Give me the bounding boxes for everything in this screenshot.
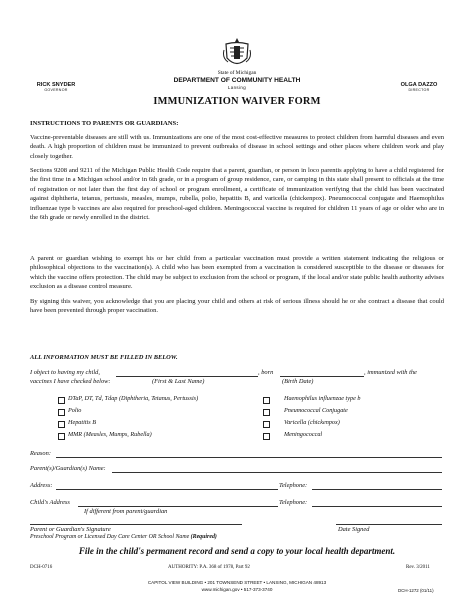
vaccine-meningococcal-label: Meningococcal: [284, 431, 323, 438]
childs-address-label: Child's Address: [30, 499, 70, 506]
revision-text: Rev. 3/2011: [406, 565, 430, 570]
vaccine-dtap-label: DTaP, DT, Td, Tdap (Diphtheria, Tetanus, Pertussis): [68, 395, 199, 402]
director-name: OLGA DAZZO: [400, 82, 438, 88]
form-code: DCH-0716: [30, 565, 53, 570]
paragraph-acknowledgement: By signing this waiver, you acknowledge that you are placing your child and others at risk of serious illness should he or she contract a disease that could have been prevented through proper vaccination.: [30, 298, 444, 315]
instructions-heading: INSTRUCTIONS TO PARENTS OR GUARDIANS:: [30, 120, 179, 127]
all-info-notice: ALL INFORMATION MUST BE FILLED IN BELOW.: [30, 354, 178, 361]
signature-caption: Parent or Guardian's Signature: [30, 526, 111, 533]
paragraph-intro: Vaccine-preventable diseases are still with us. Immunizations are one of the most cost-effective measures to protect children from harmful diseases and even death. A high proportion of children must be immunized to prevent outbreaks of disease in school settings and other places where children work and play closely together.: [30, 134, 444, 160]
date-signed-caption: Date Signed: [338, 526, 370, 533]
vaccines-checked-label: vaccines I have checked below:: [30, 378, 111, 385]
if-different-caption: If different from parent/guardian: [84, 508, 168, 515]
form-title: IMMUNIZATION WAIVER FORM: [153, 96, 321, 107]
preschool-label: Preschool Program or Licensed Day Care Center OR School Name: [30, 534, 190, 540]
vaccine-mmr-label: MMR (Measles, Mumps, Rubella): [68, 431, 152, 438]
first-last-caption: (First & Last Name): [152, 378, 205, 385]
governor-name: RICK SNYDER: [36, 82, 76, 88]
vaccine-hepb-label: Hepatitis B: [68, 419, 97, 426]
office-address: CAPITOL VIEW BUILDING • 201 TOWNSEND STREET • LANSING, MICHIGAN 48913: [147, 580, 327, 585]
city-label: Lansing: [227, 85, 247, 90]
telephone-label: Telephone:: [279, 482, 308, 489]
vaccine-hib-label: Haemophilus influenzae type b: [284, 395, 361, 402]
department-name: DEPARTMENT OF COMMUNITY HEALTH: [173, 77, 301, 84]
governor-title: GOVERNOR: [44, 88, 68, 93]
vaccine-polio-label: Polio: [68, 407, 82, 414]
state-label: State of Michigan: [217, 70, 257, 76]
born-label: , born: [258, 369, 274, 376]
signature-field[interactable]: [30, 524, 242, 525]
object-prefix: I object to having my child,: [30, 369, 100, 376]
file-statement: File in the child's permanent record and send a copy to your local health department.: [78, 546, 396, 556]
paragraph-law: Sections 9208 and 9211 of the Michigan Public Health Code require that a parent, guardian, or person in loco parentis applying to have a child registered for the first time in a Michigan school and/or in 6th grade, or in a program of group residence, care, or camping in this state shall present to officials at the time of registration or not later than the first day of school or program enrollment, a certificate of immunization verifying that the child has been vaccinated against diphtheria, tetanus, pertussis, measles, mumps, rubella, polio, hepatitis B, and varicella (chickenpox). Pneumococcal conjugate and Haemophilus influenzae type b vaccines are also required for preschool-aged children. Meningococcal vaccine is required for children 11 years of age or older who are in the 6th grade or newly enrolled in the district.: [30, 167, 444, 222]
child-telephone-label: Telephone:: [279, 499, 308, 506]
vaccine-varicella-label: Varicella (chickenpox): [284, 419, 340, 426]
birth-date-caption: (Birth Date): [282, 378, 314, 385]
date-signed-field[interactable]: [336, 524, 442, 525]
preschool-caption: [30, 534, 217, 540]
immunized-label: , immunized with the: [364, 369, 417, 376]
dch-code: DCH-1272 (01/11): [398, 588, 434, 593]
required-label: (Required): [190, 534, 217, 540]
parent-names-label: Parent(s)/Guardian(s) Name:: [30, 465, 106, 472]
web-phone: www.michigan.gov • 517-373-3740: [201, 587, 273, 592]
address-label: Address:: [30, 482, 53, 489]
childs-address-field[interactable]: [78, 506, 278, 507]
child-telephone-field[interactable]: [312, 506, 442, 507]
authority-text: AUTHORITY: P.A. 368 of 1978, Part 92: [168, 565, 250, 570]
paragraph-exemption: A parent or guardian wishing to exempt his or her child from a particular vaccination must provide a written statement indicating the religious or philosophical objections to the vaccination(s). A child who has been exempted from a vaccination is considered susceptible to the disease or diseases for which the vaccine offers protection. The child may be subject to exclusion from the school or program, if the local and/or state public health authority advises exclusion as a disease control measure.: [30, 255, 444, 291]
director-title: DIRECTOR: [408, 88, 430, 93]
reason-label: Reason:: [30, 450, 51, 457]
vaccine-pneumococcal-label: Pneumococcal Conjugate: [284, 407, 348, 414]
